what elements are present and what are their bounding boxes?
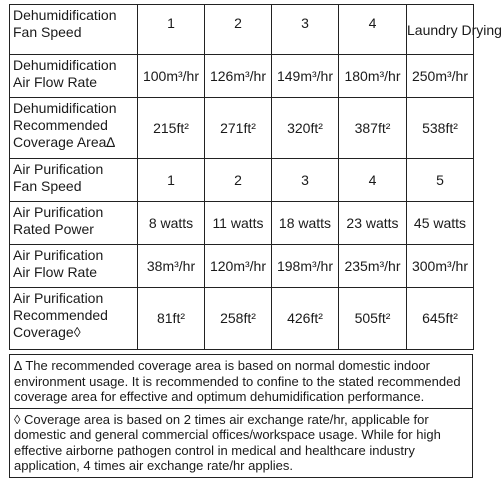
table-cell: 4: [339, 159, 407, 202]
table-cell: 300m³/hr: [407, 245, 474, 288]
table-cell: 426ft²: [272, 288, 339, 350]
table-cell: 126m³/hr: [205, 55, 272, 98]
table-cell: 2: [205, 5, 272, 55]
table-cell: 198m³/hr: [272, 245, 339, 288]
table-cell: 8 watts: [138, 202, 205, 245]
table-row-dehumidification-coverage-area: [10, 98, 474, 159]
table-cell: 235m³/hr: [339, 245, 407, 288]
table-cell: 387ft²: [339, 98, 407, 159]
row-header: Dehumidification Recommended Coverage Area∆: [10, 98, 138, 159]
table-cell: Laundry Drying: [407, 5, 474, 55]
table-cell: 120m³/hr: [205, 245, 272, 288]
table-cell: 38m³/hr: [138, 245, 205, 288]
table-cell: 320ft²: [272, 98, 339, 159]
footnote-delta: ∆ The recommended coverage area is based on normal domestic indoor environment usage. It is recommended to confine to the stated recommended coverage area for effective and optimum dehumidification performance.: [9, 354, 473, 409]
table-cell: 4: [339, 5, 407, 55]
table-cell: 505ft²: [339, 288, 407, 350]
table-row-air-purification-coverage: [10, 288, 474, 350]
table-cell: 5: [407, 159, 474, 202]
row-header: Air Purification Rated Power: [10, 202, 138, 245]
table-cell: 2: [205, 159, 272, 202]
table-row-dehumidification-air-flow-rate: [10, 55, 474, 98]
table-cell: 1: [138, 159, 205, 202]
table-cell: 180m³/hr: [339, 55, 407, 98]
row-header: Air Purification Air Flow Rate: [10, 245, 138, 288]
table-cell: 1: [138, 5, 205, 55]
table-row-air-purification-rated-power: [10, 202, 474, 245]
row-header: Air Purification Fan Speed: [10, 159, 138, 202]
specification-table: [9, 4, 502, 350]
table-cell: 100m³/hr: [138, 55, 205, 98]
row-header: Dehumidification Air Flow Rate: [10, 55, 138, 98]
table-cell: 18 watts: [272, 202, 339, 245]
table-cell: 645ft²: [407, 288, 474, 350]
row-header: Air Purification Recommended Coverage◊: [10, 288, 138, 350]
table-cell: 81ft²: [138, 288, 205, 350]
spec-sheet: [9, 4, 502, 478]
table-row-air-purification-air-flow-rate: [10, 245, 474, 288]
table-cell: 3: [272, 5, 339, 55]
table-cell: 215ft²: [138, 98, 205, 159]
table-row-dehumidification-fan-speed: [10, 5, 474, 55]
table-row-air-purification-fan-speed: [10, 159, 474, 202]
table-cell: 258ft²: [205, 288, 272, 350]
table-cell: 250m³/hr: [407, 55, 474, 98]
table-cell: 3: [272, 159, 339, 202]
footnote-diamond: ◊ Coverage area is based on 2 times air exchange rate/hr, applicable for domestic and general commercial offices/workspace usage. While for high effective airborne pathogen control in medical and healthcare industry application, 4 times air exchange rate/hr applies.: [9, 409, 473, 478]
table-cell: 149m³/hr: [272, 55, 339, 98]
table-cell: 11 watts: [205, 202, 272, 245]
table-cell: 538ft²: [407, 98, 474, 159]
row-header: Dehumidification Fan Speed: [10, 5, 138, 55]
table-cell: 23 watts: [339, 202, 407, 245]
table-cell: 45 watts: [407, 202, 474, 245]
table-cell: 271ft²: [205, 98, 272, 159]
